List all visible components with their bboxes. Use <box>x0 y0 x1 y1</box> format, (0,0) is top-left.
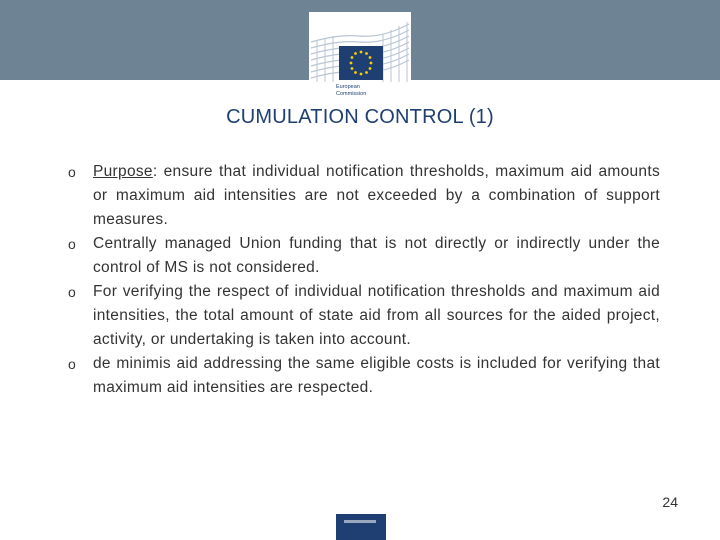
commission-building-icon <box>309 12 411 84</box>
bullet-marker: o <box>68 236 77 252</box>
bullet-marker: o <box>68 356 77 372</box>
bullet-marker: o <box>68 164 77 180</box>
logo-wordmark <box>336 84 406 97</box>
bullet-item-purpose <box>68 160 660 232</box>
bullet-marker: o <box>68 284 77 300</box>
european-commission-logo <box>309 12 411 102</box>
purpose-label: Purpose <box>93 163 153 180</box>
bullet-item-verification <box>68 280 660 352</box>
slide-title: CUMULATION CONTROL (1) <box>226 106 494 128</box>
logo-line-european: European <box>336 84 360 90</box>
bullet-item-union-funding <box>68 232 660 280</box>
bullet-text: de minimis aid addressing the same eligible costs is included for verifying that maximum aid intensities are respected. <box>93 355 660 396</box>
footer-logo-mark <box>344 520 376 523</box>
bullet-list <box>68 160 660 400</box>
page-number: 24 <box>662 494 678 510</box>
logo-line-commission: Commission <box>336 90 367 97</box>
bullet-text: Centrally managed Union funding that is not directly or indirectly under the control of MS is not considered. <box>93 235 660 276</box>
bullet-text: For verifying the respect of individual notification thresholds and maximum aid intensities, the total amount of state aid from all sources for the aided project, activity, or undertaking is taken into account. <box>93 283 660 348</box>
bullet-text: : ensure that individual notification thresholds, maximum aid amounts or maximum aid intensities are not exceeded by a combination of support measures. <box>93 163 660 228</box>
bullet-item-de-minimis <box>68 352 660 400</box>
footer-commission-logo <box>336 514 386 540</box>
